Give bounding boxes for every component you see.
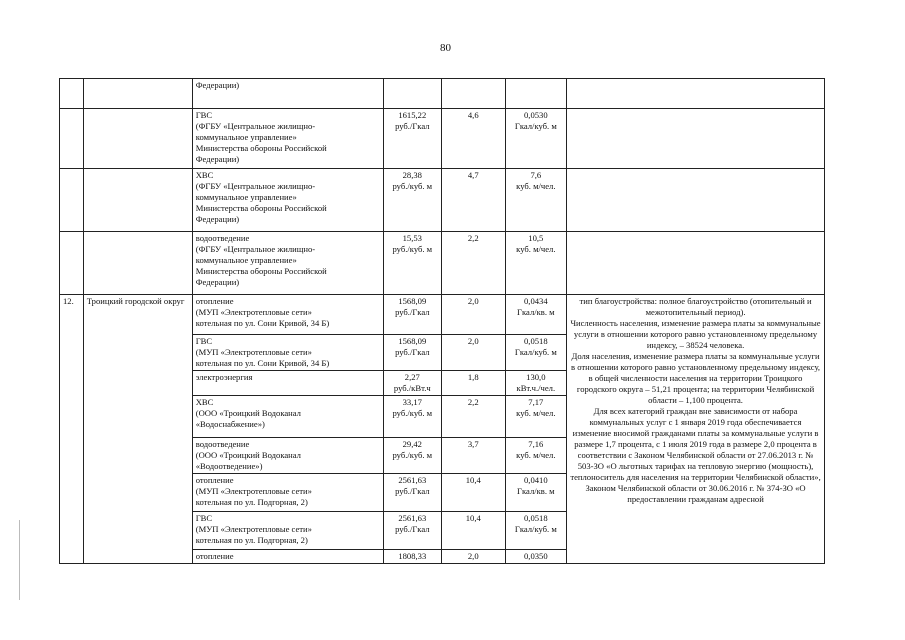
service-line: котельная по ул. Подгорная, 2)	[195, 535, 308, 545]
note-cell-empty	[567, 169, 825, 232]
tariff-line: руб./Гкал	[395, 524, 430, 534]
service-line: котельная по ул. Подгорная, 2)	[195, 497, 308, 507]
norm-line: 7,17	[528, 397, 544, 407]
tariff-line: 15,53	[402, 233, 422, 243]
service-cell	[192, 438, 383, 474]
service-cell	[192, 371, 383, 396]
number-cell-empty	[60, 109, 84, 169]
number-cell-empty	[60, 79, 84, 109]
table-row	[60, 79, 825, 109]
norm-line: 0,0410	[524, 475, 548, 485]
number-cell-empty	[60, 232, 84, 295]
tariff-line: руб./куб. м	[392, 244, 433, 254]
municipality-cell-empty	[83, 169, 192, 232]
tariff-line: руб./Гкал	[395, 307, 430, 317]
norm-line: Гкал/кв. м	[517, 486, 555, 496]
service-cell	[192, 550, 383, 564]
norm-cell	[505, 438, 567, 474]
norm-cell	[505, 550, 567, 564]
percent-cell: 4,6	[441, 109, 505, 169]
municipality-cell-empty	[83, 232, 192, 295]
norm-line: 0,0434	[524, 296, 548, 306]
percent-cell: 3,7	[441, 438, 505, 474]
norm-line: куб. м/чел.	[516, 181, 556, 191]
service-line: (ФГБУ «Центральное жилищно-	[195, 121, 316, 131]
service-line: Федерации)	[195, 154, 240, 164]
norm-cell	[505, 232, 567, 295]
tariff-line: руб./Гкал	[395, 347, 430, 357]
norm-line: 0,0350	[524, 551, 548, 561]
service-line: ГВС	[195, 336, 213, 346]
norm-line: Гкал/кв. м	[517, 307, 555, 317]
norm-line: 0,0518	[524, 513, 548, 523]
norm-line: куб. м/чел.	[516, 244, 556, 254]
tariff-cell	[383, 109, 441, 169]
norm-line: 0,0518	[524, 336, 548, 346]
tariff-cell	[383, 550, 441, 564]
percent-cell: 1,8	[441, 371, 505, 396]
service-line: Министерства обороны Российской	[195, 143, 327, 153]
service-cell	[192, 232, 383, 295]
norm-cell	[505, 474, 567, 512]
service-line: отопление	[195, 475, 234, 485]
tariff-line: 33,17	[402, 397, 422, 407]
tariff-cell	[383, 512, 441, 550]
service-line: котельная по ул. Сони Кривой, 34 Б)	[195, 358, 330, 368]
tariff-cell	[383, 396, 441, 438]
percent-cell: 10,4	[441, 512, 505, 550]
norm-line: 130,0	[526, 372, 546, 382]
table-body	[60, 79, 825, 564]
service-line: коммунальное управление»	[195, 132, 297, 142]
tariff-line: 2561,63	[398, 513, 427, 523]
tariff-line: руб./кВт.ч	[393, 383, 431, 393]
tariff-line: 2,27	[404, 372, 420, 382]
service-line: Федерации)	[195, 277, 240, 287]
norm-line: 0,0530	[524, 110, 548, 120]
percent-cell: 2,2	[441, 396, 505, 438]
percent-cell: 2,0	[441, 335, 505, 371]
service-line: Министерства обороны Российской	[195, 203, 327, 213]
note-cell-empty	[567, 79, 825, 109]
page-number: 80	[440, 42, 451, 54]
table-row	[60, 295, 825, 335]
service-line: электроэнергия	[195, 372, 253, 382]
tariff-line: руб./куб. м	[392, 450, 433, 460]
percent-cell: 4,7	[441, 169, 505, 232]
service-line: «Водоснабжение»)	[195, 419, 265, 429]
service-line: отопление	[195, 296, 234, 306]
table-row	[60, 109, 825, 169]
tariff-cell	[383, 371, 441, 396]
number-cell-empty	[60, 169, 84, 232]
service-cell	[192, 512, 383, 550]
service-line: Министерства обороны Российской	[195, 266, 327, 276]
percent-cell	[441, 79, 505, 109]
tariff-line: 1568,09	[398, 296, 427, 306]
norm-line: куб. м/чел.	[516, 450, 556, 460]
service-line: коммунальное управление»	[195, 255, 297, 265]
service-cell	[192, 396, 383, 438]
tariff-table	[59, 78, 825, 564]
note-cell-empty	[567, 232, 825, 295]
service-line: водоотведение	[195, 233, 250, 243]
percent-cell: 2,0	[441, 550, 505, 564]
note-paragraph: тип благоустройства: полное благоустройство (отопительный и межотопительный период).	[579, 296, 812, 317]
norm-cell	[505, 512, 567, 550]
service-line: (ФГБУ «Центральное жилищно-	[195, 181, 316, 191]
service-cell	[192, 169, 383, 232]
service-line: (МУП «Электротепловые сети»	[195, 486, 312, 496]
norm-cell	[505, 396, 567, 438]
norm-line: куб. м/чел.	[516, 408, 556, 418]
service-line: отопление	[195, 551, 234, 561]
norm-cell	[505, 335, 567, 371]
service-line: Федерации)	[195, 80, 240, 90]
norm-cell	[505, 295, 567, 335]
norm-line: кВт.ч./чел.	[516, 383, 556, 393]
tariff-cell	[383, 474, 441, 512]
tariff-line: 1568,09	[398, 336, 427, 346]
tariff-cell	[383, 295, 441, 335]
municipality-cell-empty	[83, 109, 192, 169]
margin-mark	[19, 520, 20, 600]
note-paragraph: Доля населения, изменение размера платы за коммунальные услуги в отношении которого равно установленному предельному индексу, в общей численности населения на территории Троицкого городского округа – 51,21 процента; на территории Челябинской области – 1,100 процента.	[571, 351, 821, 405]
service-line: (МУП «Электротепловые сети»	[195, 524, 312, 534]
municipality-name: Троицкий городской округ	[83, 295, 192, 564]
service-line: (ООО «Троицкий Водоканал	[195, 408, 301, 418]
norm-line: 7,6	[530, 170, 542, 180]
norm-cell	[505, 169, 567, 232]
service-cell	[192, 295, 383, 335]
note-cell	[567, 295, 825, 564]
table-row	[60, 169, 825, 232]
percent-cell: 2,2	[441, 232, 505, 295]
tariff-line: 28,38	[402, 170, 422, 180]
table-row	[60, 232, 825, 295]
tariff-cell	[383, 79, 441, 109]
service-line: (ООО «Троицкий Водоканал	[195, 450, 301, 460]
service-line: ГВС	[195, 513, 213, 523]
norm-line: Гкал/куб. м	[514, 524, 557, 534]
service-line: коммунальное управление»	[195, 192, 297, 202]
tariff-cell	[383, 169, 441, 232]
service-line: «Водоотведение»)	[195, 461, 263, 471]
tariff-line: 1615,22	[398, 110, 427, 120]
note-cell-empty	[567, 109, 825, 169]
service-line: ГВС	[195, 110, 213, 120]
norm-cell	[505, 79, 567, 109]
norm-line: 7,16	[528, 439, 544, 449]
service-cell	[192, 335, 383, 371]
service-line: (МУП «Электротепловые сети»	[195, 347, 312, 357]
service-cell	[192, 474, 383, 512]
service-cell	[192, 109, 383, 169]
percent-cell: 2,0	[441, 295, 505, 335]
service-cell	[192, 79, 383, 109]
norm-line: Гкал/куб. м	[514, 121, 557, 131]
service-line: ХВС	[195, 397, 214, 407]
percent-cell: 10,4	[441, 474, 505, 512]
municipality-number: 12.	[60, 295, 84, 564]
service-line: ХВС	[195, 170, 214, 180]
tariff-line: руб./куб. м	[392, 181, 433, 191]
note-paragraph: Для всех категорий граждан вне зависимости от набора коммунальных услуг с 1 января 2019 года обеспечивается изменение вносимой гражданами платы за коммунальные услуги в размере 1,7 процента, с 1 июля 2019 года в размере 2,0 процента в соответствии с Законом Челябинской области от 27.06.2013 г. № 503-ЗО «О льготных тарифах на тепловую энергию (мощность), теплоноситель для населения на территории Челябинской области», Законом Челябинской области от 30.06.2016 г. № 374-ЗО «О предоставлении гражданам адресной	[570, 406, 821, 504]
service-line: (ФГБУ «Центральное жилищно-	[195, 244, 316, 254]
tariff-line: руб./Гкал	[395, 121, 430, 131]
service-line: котельная по ул. Сони Кривой, 34 Б)	[195, 318, 330, 328]
norm-cell	[505, 109, 567, 169]
service-line: водоотведение	[195, 439, 250, 449]
tariff-line: 2561,63	[398, 475, 427, 485]
tariff-line: руб./куб. м	[392, 408, 433, 418]
tariff-line: 1808,33	[398, 551, 427, 561]
norm-cell	[505, 371, 567, 396]
service-line: Федерации)	[195, 214, 240, 224]
tariff-line: руб./Гкал	[395, 486, 430, 496]
note-paragraph: Численность населения, изменение размера платы за коммунальные услуги в отношении которого равно установленному предельному индексу, – 38524 человека.	[570, 318, 821, 350]
norm-line: 10,5	[528, 233, 544, 243]
tariff-cell	[383, 438, 441, 474]
tariff-line: 29,42	[402, 439, 422, 449]
tariff-cell	[383, 232, 441, 295]
norm-line: Гкал/куб. м	[514, 347, 557, 357]
tariff-cell	[383, 335, 441, 371]
service-line: (МУП «Электротепловые сети»	[195, 307, 312, 317]
municipality-cell-empty	[83, 79, 192, 109]
